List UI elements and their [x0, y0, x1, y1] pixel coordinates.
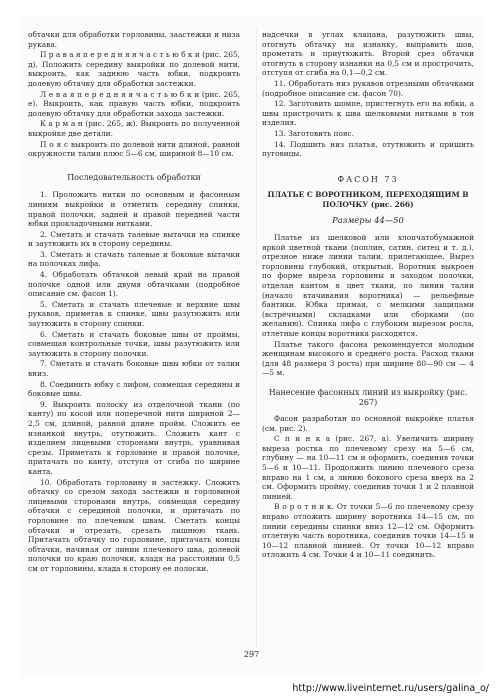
step-item: 4. Обработать обтачкой левый край на правой полочке одной или двумя обтачками (подробное описание см. фасон 1).	[28, 270, 240, 299]
text-paragraph: С п и н к а (рис. 267, а). Увеличить ширину выреза ростка по плечевому срезу на 5—6 см, глубину — на 10—11 см и оформить, соединив точки 5—6 и 10—11. Продолжить линию плечевого среза вправо на 1 см, а линию бокового среза вверх на 2 см. Оформить пройму, соединив точки 1 и 2 плавной линией.	[262, 434, 474, 501]
step-item: 11. Обработать низ рукавов отрезными обтачками (подробное описание см. фасон 70).	[262, 78, 474, 98]
step-item: 13. Заготовить пояс.	[274, 128, 355, 138]
fason-title: ПЛАТЬЕ С ВОРОТНИКОМ, ПЕРЕХОДЯЩИМ В ПОЛОЧКУ (рис. 266)	[267, 190, 469, 209]
text-paragraph: Л е в а я п е р е д н я я ч а с т ь ю б к и (рис. 265, е). Выкроить, как правую часть юбки, подкроить долевую обтачку для обработки захода застежки.	[28, 89, 240, 118]
sizes-heading: Размеры 44—50	[332, 214, 404, 225]
step-item: 6. Сметать и стачать боковые швы от проймы, совмещая контрольные точки, швы разутюжить или заутюжить в сторону полочки.	[28, 329, 240, 358]
section-heading: Нанесение фасонных линий из выкройку (рис. 267)	[268, 388, 468, 407]
fason-label: ФАСОН 73	[337, 174, 399, 184]
right-column	[262, 30, 474, 561]
step-item: 8. Соединить юбку с лифом, совмещая середины и боковые швы.	[28, 379, 240, 399]
step-item: 7. Сметать и стачать боковые швы юбки от талии вниз.	[28, 359, 240, 378]
step-item: 10. Обработать горловину и застежку. Сложить обтачку со срезом захода застежки и горловиной лицевыми сторонами внутрь, совмещая середину обтачки с серединой полочки, и притачать по горловине по плечевым швам. Сметать концы обтачки и отрезать, срезать лишнюю ткань. Притачать обтачку по горловине, притачать концы обтачки, начиная от линии плечевого шва, долевой полочки по краю полочки, кладя на расстоянии 0,5 см от горловины, клада в сторону ее полоски.	[28, 477, 240, 573]
step-item: надсечки в углах клапана, разутюжить швы, отогнуть обтачку на изнанку, выправить шов, прометать и приутюжить. Второй срез обтачки отогнуть в сторону изнанки на 0,5 см и прострочить, отступя от сгиба на 0,1—0,2 см.	[262, 30, 474, 78]
text-paragraph: П р а в а я п е р е д н я я ч а с т ь ю б к и (рис. 265, д). Положить середину выкройки по долевой нити, выкроить, как заднюю часть юбки, подкроить долевую обтачку для обработки застежки.	[28, 50, 240, 88]
step-item: 1. Проложить нитки по основным и фасонным линиям выкройки и отметить середину спинки, правой полочки, задней и правой передней части юбки прокладочными нитками.	[28, 190, 240, 229]
text-paragraph: Платье такого фасона рекомендуется молодым женщинам высокого и среднего роста. Расход ткани (для 48 размера 3 роста) при ширине 80—90 см — 4—5 м.	[262, 339, 474, 378]
text-paragraph: обтачки для обработки горловины, заастежки и низа рукава.	[28, 30, 240, 49]
step-item: 5. Сметать и стачать плечевые и верхние швы рукавов, приметав к спинке, швы разутюжить или заутюжить в сторону спинки.	[28, 299, 240, 329]
text-paragraph: Платье из шелковой или хлопчатобумажной яркой цветной ткани (поплин, сатин, ситец и т. д.), отрезное ниже линии талии, прилегающее. Вырез горловины глубокий, открытый. Воротник выкроен по форме выреза горловины и заходом полочки, отделан кантом в цвет ткани, по линии талии (начало втачивания воротника) — рельефные бантики. Юбка прямая, с мелкими защипами (встречными) складками или сборками (по желанию). Спинка лифа с глубоким вырезом росла, отлетные концы воротника расходятся.	[262, 233, 474, 339]
step-item: 12. Заготовить шомпе, пристегнуть его на юбки, а швы пристрочить к шва шелковыми нитками в тон изделия.	[262, 99, 474, 128]
left-column	[28, 30, 240, 574]
step-item: 2. Сметать и стачать талевые вытачки на спинке и заутюжить их в сторону середины.	[28, 229, 240, 249]
text-paragraph: П о я с выкроить по долевой нити длиной, равной окружности талии плюс 5—6 см, шириной 8—10 см.	[28, 139, 240, 159]
step-item: 9. Выкроить полоску из отделочной ткани (по канту) по косой или поперечной нити шириной 2—2,5 см, длиной, равной длине пройм. Сложить ее изнанкой внутрь, отутюжить. Сложить кант с изделием лицевыми сторонами внутрь, уравнивая срезы. Приметать к горловине и правой полочке, притачать по канту, отступя от сгиба по ширине канта.	[28, 399, 240, 476]
footer-url: http://www.liveinternet.ru/users/galina_o/	[292, 683, 489, 694]
book-page	[20, 16, 483, 676]
gutter	[256, 28, 257, 648]
step-item: 3. Сметать и стачать талевые и боковые вытачки на полочках лифа.	[28, 249, 240, 269]
text-paragraph: В о р о т н и к. От точки 5—6 по плечевому срезу вправо отложить ширину воротника 14—15 см, по линии середины спинки вниз 12—12 см. Оформить отлетную часть воротника, соединив точки 14—15 и 10—12 плавной линией. От точки 10—12 вправо отложить 4 см. Точки 4 и 10—11 соединить.	[262, 502, 474, 560]
text-paragraph: К а р м а н (рис. 265, ж). Выкроить по полученной выкройке две детали.	[28, 119, 240, 138]
section-heading: Последовательность обработки	[67, 172, 201, 182]
text-paragraph: Фасон разработан по основной выкройке платья (см. рис. 2).	[262, 414, 474, 433]
step-item: 14. Подшить низ платья, отутюжить и пришить пуговицы.	[262, 139, 474, 159]
page-number: 297	[243, 650, 260, 659]
